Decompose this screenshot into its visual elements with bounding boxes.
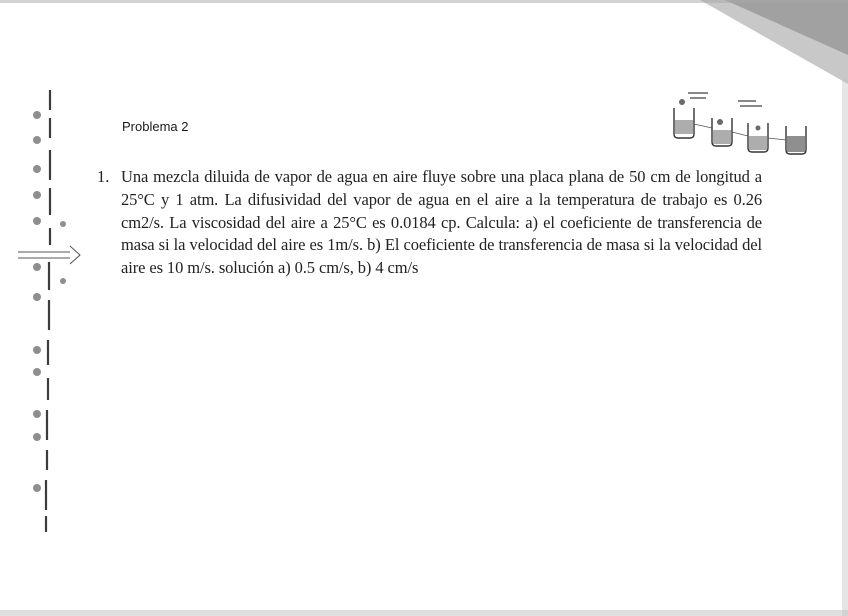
problem-heading: Problema 2 bbox=[122, 119, 189, 134]
problem-statement: Una mezcla diluida de vapor de agua en aire fluye sobre una placa plana de 50 cm de longitud a 25°C y 1 atm. La difusividad del vapor de agua en el aire a la temperatura de trabajo es 0.26 cm2/s. La viscosidad del aire a 25°C es 0.0184 cp. Calcula: a) el coeficiente de transferencia de masa si la velocidad del aire es 1m/s. b) El coeficiente de transferencia de masa si la velocidad del aire es 10 m/s. solución a) 0.5 cm/s, b) 4 cm/s bbox=[121, 167, 762, 278]
problem-number: 1. bbox=[97, 167, 110, 186]
beakers-diffusion-illustration bbox=[668, 88, 813, 156]
problem-list bbox=[97, 166, 762, 280]
problem-item bbox=[97, 166, 762, 280]
binder-holes-strip bbox=[0, 0, 90, 616]
